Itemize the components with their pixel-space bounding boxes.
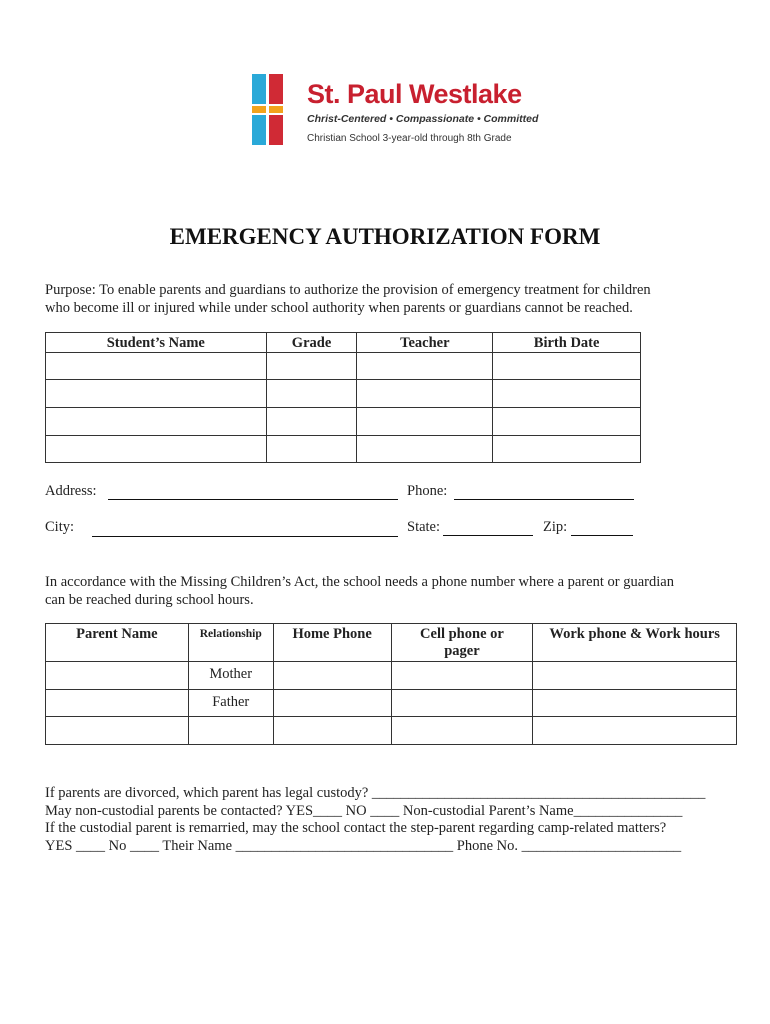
teacher-cell[interactable]: [357, 380, 493, 408]
header-relationship: Relationship: [188, 624, 273, 662]
zip-field[interactable]: [571, 535, 633, 536]
grade-cell[interactable]: [266, 353, 357, 380]
student-name-cell[interactable]: [46, 436, 267, 463]
student-name-cell[interactable]: [46, 380, 267, 408]
purpose-line-1: Purpose: To enable parents and guardians to authorize the provision of emergency treatment for children: [45, 282, 651, 298]
header-student-name: Student’s Name: [46, 333, 267, 353]
header-work-phone: Work phone & Work hours: [533, 624, 737, 662]
school-tagline: Christ-Centered • Compassionate • Committed: [307, 113, 539, 125]
teacher-cell[interactable]: [357, 436, 493, 463]
table-row: [46, 408, 641, 436]
city-field[interactable]: [92, 536, 398, 537]
table-row: [46, 436, 641, 463]
header-teacher: Teacher: [357, 333, 493, 353]
form-title: EMERGENCY AUTHORIZATION FORM: [169, 224, 601, 249]
state-field[interactable]: [443, 535, 533, 536]
relationship-father: Father: [188, 690, 273, 717]
relationship-mother: Mother: [188, 662, 273, 690]
parent-table-header: [46, 624, 737, 662]
teacher-cell[interactable]: [357, 408, 493, 436]
parent-name-cell[interactable]: [46, 690, 189, 717]
parent-table: [45, 623, 737, 745]
address-field[interactable]: [108, 499, 398, 500]
parent-name-cell[interactable]: [46, 717, 189, 745]
header-birth-date: Birth Date: [493, 333, 641, 353]
custody-line-4: YES ____ No ____ Their Name ______________________________ Phone No. ______________________: [45, 838, 682, 854]
teacher-cell[interactable]: [357, 353, 493, 380]
table-row: [46, 380, 641, 408]
address-label: Address:: [45, 483, 97, 499]
home-phone-cell[interactable]: [273, 717, 391, 745]
student-name-cell[interactable]: [46, 353, 267, 380]
home-phone-cell[interactable]: [273, 662, 391, 690]
school-name: St. Paul Westlake: [307, 79, 522, 109]
birth-date-cell[interactable]: [493, 353, 641, 380]
student-table-header: [46, 333, 641, 353]
birth-date-cell[interactable]: [493, 408, 641, 436]
parent-name-cell[interactable]: [46, 662, 189, 690]
purpose-line-2: who become ill or injured while under school authority when parents or guardians cannot be reached.: [45, 300, 633, 316]
grade-cell[interactable]: [266, 436, 357, 463]
city-label: City:: [45, 519, 75, 535]
phone-label: Phone:: [407, 483, 448, 499]
grade-cell[interactable]: [266, 380, 357, 408]
student-name-cell[interactable]: [46, 408, 267, 436]
work-phone-cell[interactable]: [533, 690, 737, 717]
cell-phone-cell[interactable]: [391, 717, 533, 745]
phone-field[interactable]: [454, 499, 634, 500]
custody-line-1: If parents are divorced, which parent has legal custody? ______________________________________________: [45, 785, 706, 801]
missing-children-line-2: can be reached during school hours.: [45, 592, 254, 608]
birth-date-cell[interactable]: [493, 380, 641, 408]
header-parent-name: Parent Name: [46, 624, 189, 662]
cell-phone-cell[interactable]: [391, 662, 533, 690]
relationship-cell[interactable]: [188, 717, 273, 745]
custody-line-2: May non-custodial parents be contacted? YES____ NO ____ Non-custodial Parent’s Name_______________: [45, 803, 683, 819]
table-row: [46, 662, 737, 690]
table-row: [46, 353, 641, 380]
header-grade: Grade: [266, 333, 357, 353]
grade-cell[interactable]: [266, 408, 357, 436]
missing-children-line-1: In accordance with the Missing Children’s Act, the school needs a phone number where a parent or guardian: [45, 574, 674, 590]
table-row: [46, 717, 737, 745]
header-cell-phone: Cell phone or pager: [391, 624, 533, 662]
zip-label: Zip:: [543, 519, 568, 535]
work-phone-cell[interactable]: [533, 662, 737, 690]
state-label: State:: [407, 519, 441, 535]
home-phone-cell[interactable]: [273, 690, 391, 717]
header-home-phone: Home Phone: [273, 624, 391, 662]
custody-line-3: If the custodial parent is remarried, may the school contact the step-parent regarding camp-related matters?: [45, 820, 667, 836]
school-subtitle: Christian School 3-year-old through 8th Grade: [307, 133, 512, 144]
student-table: [45, 332, 641, 463]
birth-date-cell[interactable]: [493, 436, 641, 463]
cell-phone-cell[interactable]: [391, 690, 533, 717]
work-phone-cell[interactable]: [533, 717, 737, 745]
table-row: [46, 690, 737, 717]
